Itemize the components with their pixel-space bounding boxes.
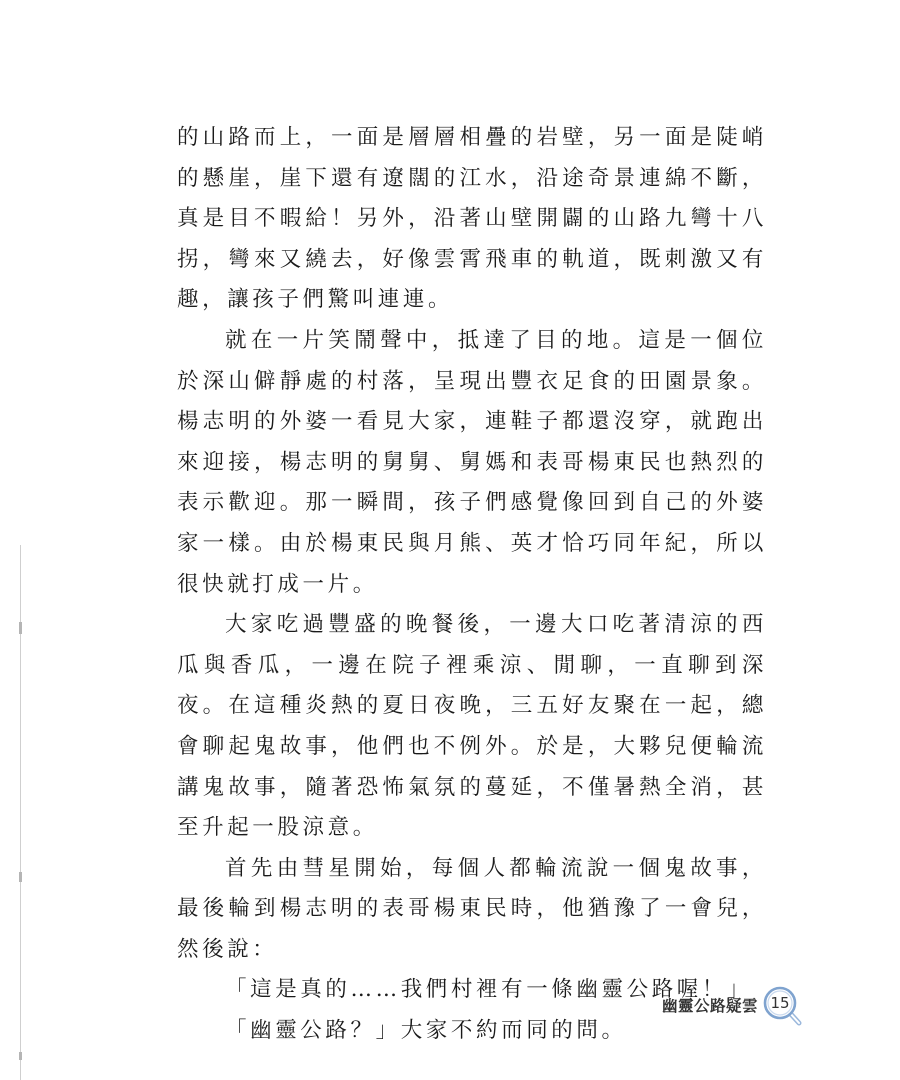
paragraph: 大家吃過豐盛的晚餐後，一邊大口吃著清涼的西瓜與香瓜，一邊在院子裡乘涼、閒聊，一直聊到深夜。在這種炎熱的夏日夜晚，三五好友聚在一起，總會聊起鬼故事，他們也不例外。於是，大夥兒便輪流講鬼故事，隨著恐怖氣氛的蔓延，不僅暑熱全消，甚至升起一股涼意。	[177, 612, 767, 841]
page-number: 15	[770, 994, 790, 1012]
paragraph: 首先由彗星開始，每個人都輪流說一個鬼故事，最後輪到楊志明的表哥楊東民時，他猶豫了一會兒，然後說：	[177, 855, 767, 962]
dialogue-line: 「幽靈公路？」大家不約而同的問。	[225, 1018, 627, 1044]
page-footer	[662, 985, 804, 1025]
paragraph: 就在一片笑鬧聲中，抵達了目的地。這是一個位於深山僻靜處的村落，呈現出豐衣足食的田園景象。楊志明的外婆一看見大家，連鞋子都還沒穿，就跑出來迎接，楊志明的舅舅、舅媽和表哥楊東民也熱烈的表示歡迎。那一瞬間，孩子們感覺像回到自己的外婆家一樣。由於楊東民與月熊、英才恰巧同年紀，所以很快就打成一片。	[177, 327, 767, 597]
paragraph: 的山路而上，一面是層層相疊的岩壁，另一面是陡峭的懸崖，崖下還有遼闊的江水，沿途奇景連綿不斷，真是目不暇給！另外，沿著山壁開闢的山路九彎十八拐，彎來又繞去，好像雲霄飛車的軌道，既刺激又有趣，讓孩子們驚叫連連。	[177, 125, 767, 313]
binding-mark	[19, 622, 22, 634]
dialogue-line: 「這是真的……我們村裡有一條幽靈公路喔！」	[225, 977, 753, 1003]
body-text	[177, 118, 767, 1052]
binding-mark	[19, 872, 22, 882]
binding-mark	[19, 1052, 22, 1060]
magnifier-icon	[760, 983, 804, 1027]
running-title: 幽靈公路疑雲	[662, 997, 759, 1015]
